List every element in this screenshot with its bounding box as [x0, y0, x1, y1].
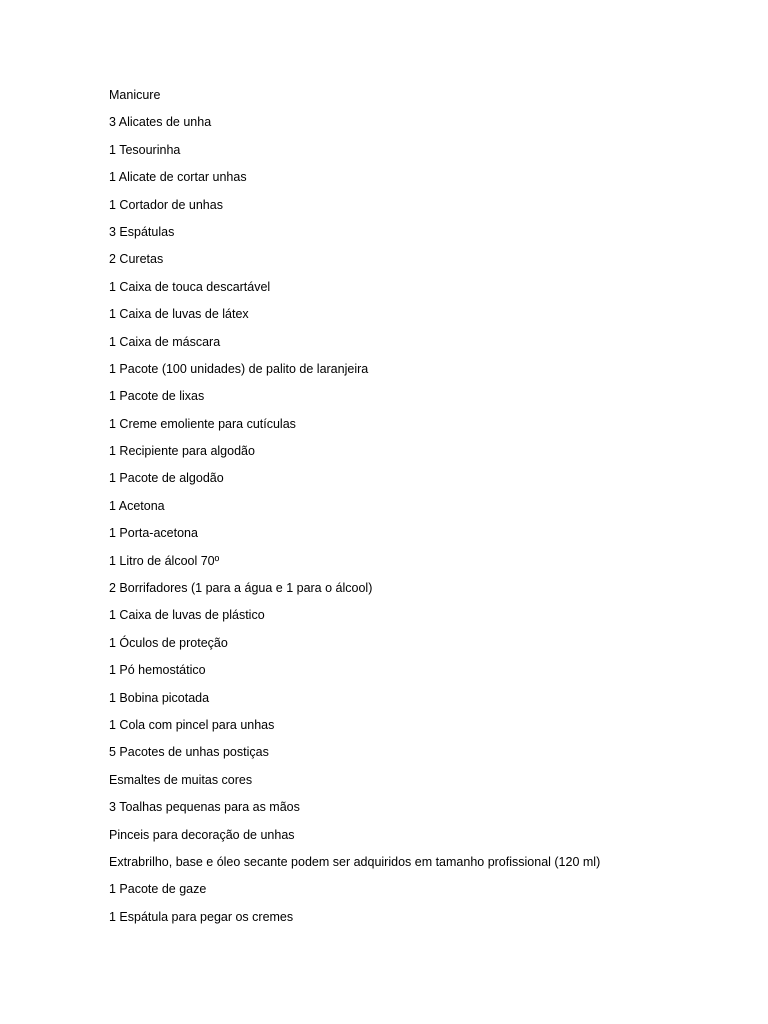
list-item: 2 Curetas [109, 252, 164, 267]
list-item: 3 Alicates de unha [109, 115, 212, 130]
list-item: 1 Espátula para pegar os cremes [109, 909, 294, 924]
list-item: 1 Recipiente para algodão [109, 444, 255, 459]
list-item: Pinceis para decoração de unhas [109, 827, 295, 842]
list-item: 1 Litro de álcool 70º [109, 553, 220, 568]
list-item: 1 Óculos de proteção [109, 635, 228, 650]
list-item: 1 Caixa de touca descartável [109, 279, 271, 294]
list-item: 1 Pacote de gaze [109, 882, 207, 897]
list-item: 1 Pó hemostático [109, 663, 206, 678]
list-item: Extrabrilho, base e óleo secante podem ser adquiridos em tamanho profissional (120 ml) [109, 854, 601, 869]
list-item: Esmaltes de muitas cores [109, 772, 253, 787]
list-item: 2 Borrifadores (1 para a água e 1 para o álcool) [109, 581, 373, 596]
document-body [109, 86, 729, 935]
document-title: Manicure [109, 88, 161, 102]
list-item: 1 Cola com pincel para unhas [109, 717, 275, 732]
list-item: 1 Caixa de luvas de plástico [109, 608, 265, 623]
list-item: 1 Caixa de máscara [109, 334, 221, 349]
list-item: 1 Pacote (100 unidades) de palito de laranjeira [109, 361, 369, 376]
list-item: 1 Alicate de cortar unhas [109, 170, 247, 185]
list-item: 1 Caixa de luvas de látex [109, 307, 249, 322]
list-item: 1 Creme emoliente para cutículas [109, 416, 296, 431]
list-item: 5 Pacotes de unhas postiças [109, 745, 269, 760]
list-item: 3 Toalhas pequenas para as mãos [109, 800, 300, 815]
list-item: 1 Tesourinha [109, 142, 181, 157]
list-item: 1 Porta-acetona [109, 526, 198, 541]
list-item: 3 Espátulas [109, 224, 175, 239]
list-item: 1 Pacote de algodão [109, 471, 224, 486]
list-item: 1 Acetona [109, 498, 165, 513]
list-item: 1 Pacote de lixas [109, 389, 205, 404]
list-item: 1 Cortador de unhas [109, 197, 223, 212]
list-item: 1 Bobina picotada [109, 690, 210, 705]
